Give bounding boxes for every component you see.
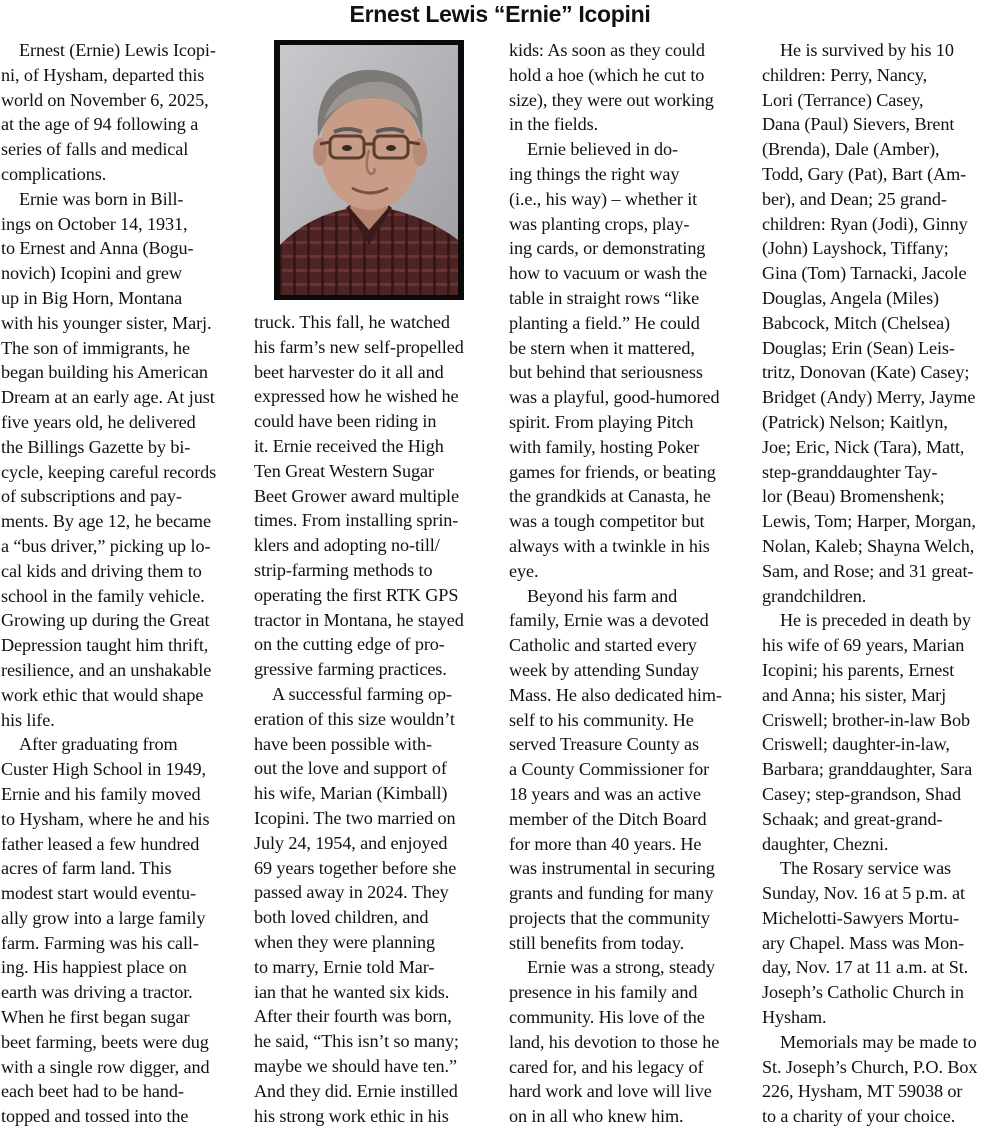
column-4: [762, 38, 1000, 1129]
paragraph: He is survived by his 10 children: Perry, Nancy, Lori (Terrance) Casey, Dana (Paul) Sievers, Brent (Brenda), Dale (Amber), Todd, Gary (Pat), Bart (Am- ber), and Dean; 25 grand- children: Ryan (Jodi), Ginny (John) Layshock, Tiffany; Gina (Tom) Tarnacki, Jacole Douglas, Angela (Miles) Babcock, Mitch (Chelsea) Douglas; Erin (Sean) Leis- tritz, Donovan (Kate) Casey; Bridget (Andy) Merry, Jayme (Patrick) Nelson; Kaitlyn, Joe; Eric, Nick (Tara), Matt, step-granddaughter Tay- lor (Beau) Bromenshenk; Lewis, Tom; Harper, Morgan, Nolan, Kaleb; Shayna Welch, Sam, and Rose; and 31 great- grandchildren.: [762, 40, 976, 606]
obituary-title: Ernest Lewis “Ernie” Icopini: [349, 1, 651, 27]
portrait-photo-icon: [274, 40, 464, 300]
paragraph: The Rosary service was Sunday, Nov. 16 at 5 p.m. at Michelotti-Sawyers Mortu- ary Chapel. Mass was Mon- day, Nov. 17 at 11 a.m. at St. Joseph’s Catholic Church in Hysham.: [762, 858, 969, 1028]
paragraph: A successful farming op- eration of this size wouldn’t have been possible with- out the love and support of his wife, Marian (Kimball) Icopini. The two married on July 24, 1954, and enjoyed 69 years together before she passed away in 2024. They both loved children, and when they were planning to marry, Ernie told Mar- ian that he wanted six kids. After their fourth was born, he said, “This isn’t so many; maybe we should have ten.” And they did. Ernie instilled his strong work ethic in his: [254, 683, 459, 1126]
portrait-photo: [274, 40, 464, 300]
paragraph: Beyond his farm and family, Ernie was a devoted Catholic and started every week by attending Sunday Mass. He also dedicated him- self to his community. He served Treasure County as a County Commissioner for 18 years and was an active member of the Ditch Board for more than 40 years. He was instrumental in securing grants and funding for many projects that the community still benefits from today.: [509, 585, 722, 953]
paragraph: Ernie was a strong, steady presence in his family and community. His love of the land, his devotion to those he cared for, and his legacy of hard work and love will live on in all who knew him.: [509, 957, 720, 1127]
paragraph-continued: truck. This fall, he watched his farm’s new self-propelled beet harvester do it all and expressed how he wished he could have been riding in it. Ernie received the High Ten Great Western Sugar Beet Grower award multiple times. From installing sprin- klers and adopting no-till/ strip-farming methods to operating the first RTK GPS tractor in Montana, he stayed on the cutting edge of pro- gressive farming practices.: [254, 312, 464, 680]
column-3: [509, 38, 753, 1129]
column-2: [254, 310, 496, 1128]
paragraph: Ernest (Ernie) Lewis Icopi- ni, of Hysham, departed this world on November 6, 2025, at the age of 94 following a series of falls and medical complications.: [1, 40, 216, 184]
paragraph-continued: kids: As soon as they could hold a hoe (which he cut to size), they were out working in the fields.: [509, 40, 714, 135]
paragraph: He is preceded in death by his wife of 69 years, Marian Icopini; his parents, Ernest and Anna; his sister, Marj Criswell; brother-in-law Bob Criswell; daughter-in-law, Barbara; granddaughter, Sara Casey; step-grandson, Shad Schaak; and great-grand- daughter, Chezni.: [762, 610, 973, 854]
column-1: [1, 38, 245, 1129]
paragraph: Ernie was born in Bill- ings on October 14, 1931, to Ernest and Anna (Bogu- novich) Icopini and grew up in Big Horn, Montana with his younger sister, Marj. The son of immigrants, he began building his American Dream at an early age. At just five years old, he delivered the Billings Gazette by bi- cycle, keeping careful records of subscriptions and pay- ments. By age 12, he became a “bus driver,” picking up lo- cal kids and driving them to school in the family vehicle. Growing up during the Great Depression taught him thrift, resilience, and an unshakable work ethic that would shape his life.: [1, 188, 217, 730]
paragraph: Ernie believed in do- ing things the right way (i.e., his way) – whether it was planting crops, play- ing cards, or demonstrating how to vacuum or wash the table in straight rows “like planting a field.” He could be stern when it mattered, but behind that seriousness was a playful, good-humored spirit. From playing Pitch with family, hosting Poker games for friends, or beating the grandkids at Canasta, he was a tough competitor but always with a twinkle in his eye.: [509, 139, 720, 581]
paragraph: After graduating from Custer High School in 1949, Ernie and his family moved to Hysham, where he and his father leased a few hundred acres of farm land. This modest start would eventu- ally grow into a large family farm. Farming was his call- ing. His happiest place on earth was driving a tractor. When he first began sugar beet farming, beets were dug with a single row digger, and each beet had to be hand- topped and tossed into the: [1, 734, 210, 1127]
paragraph: Memorials may be made to St. Joseph’s Church, P.O. Box 226, Hysham, MT 59038 or to a charity of your choice.: [762, 1031, 978, 1127]
